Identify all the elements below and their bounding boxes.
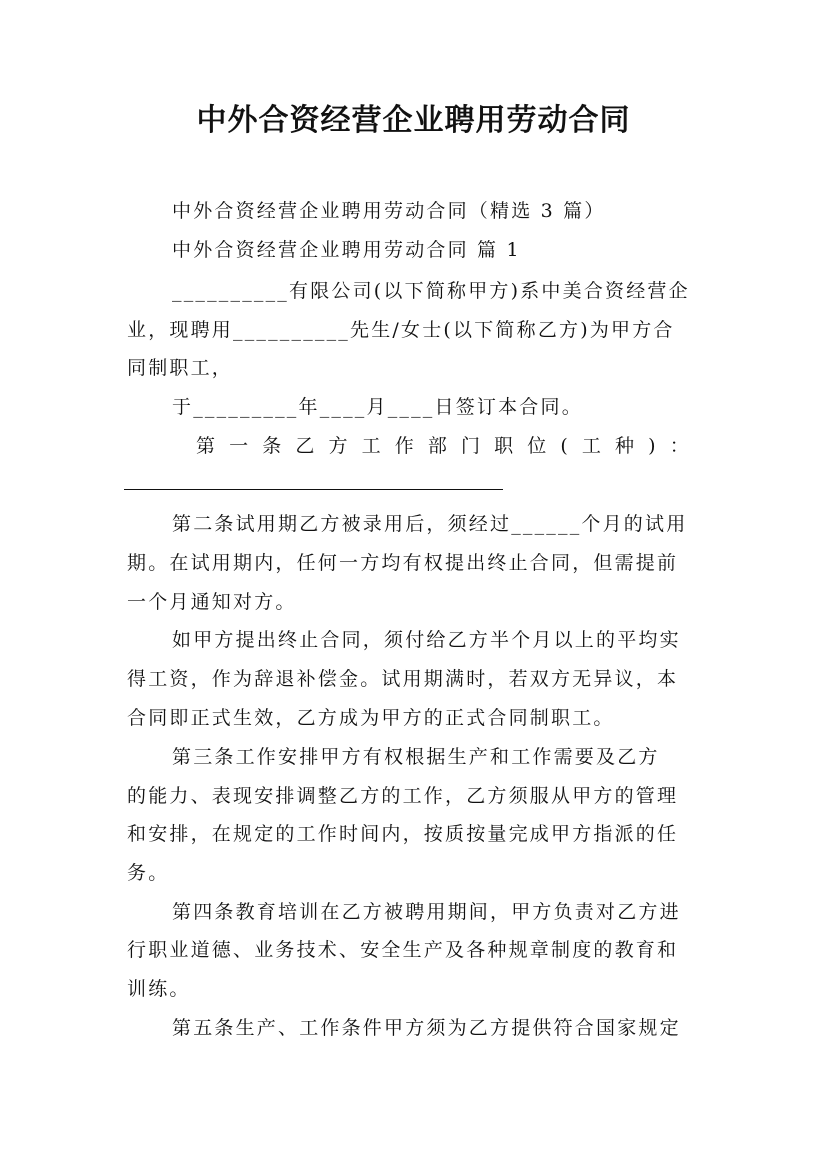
paragraph-line: 期。在试用期内，任何一方均有权提出终止合同，但需提前 bbox=[127, 552, 679, 574]
article-1-char: 一 bbox=[229, 435, 251, 457]
article-1-char: 职 bbox=[494, 435, 516, 457]
article-1-char: ( bbox=[560, 435, 570, 457]
article-1-char: 方 bbox=[328, 435, 350, 457]
document-title: 中外合资经营企业聘用劳动合同 bbox=[196, 103, 631, 138]
article-1-heading bbox=[196, 433, 691, 459]
article-1-char: 工 bbox=[361, 435, 383, 457]
article-1-char: ) bbox=[648, 435, 658, 457]
paragraph-line: 务。 bbox=[127, 862, 170, 884]
article-1-char: 部 bbox=[427, 435, 450, 457]
paragraph-line: 一个月通知对方。 bbox=[127, 591, 297, 613]
article-1-char: 位 bbox=[527, 435, 549, 457]
paragraph-line: 中外合资经营企业聘用劳动合同 篇 1 bbox=[172, 239, 521, 261]
paragraph-line: 得工资，作为辞退补偿金。试用期满时，若双方无异议，本 bbox=[127, 668, 679, 690]
paragraph-line: 行职业道德、业务技术、安全生产及各种规章制度的教育和 bbox=[127, 939, 679, 961]
paragraph-line: 第二条试用期乙方被录用后，须经过______个月的试用 bbox=[172, 513, 688, 535]
article-1-char: 工 bbox=[581, 435, 604, 457]
article-1-char: 种 bbox=[615, 435, 637, 457]
paragraph-line: 第三条工作安排甲方有权根据生产和工作需要及乙方 bbox=[172, 746, 660, 768]
paragraph-line: 和安排，在规定的工作时间内，按质按量完成甲方指派的任 bbox=[127, 823, 679, 845]
article-1-char: 乙 bbox=[295, 435, 317, 457]
article-1-char: ： bbox=[669, 435, 691, 457]
article-1-char: 条 bbox=[262, 435, 284, 457]
article-1-char: 作 bbox=[394, 435, 416, 457]
paragraph-line: 的能力、表现安排调整乙方的工作，乙方须服从甲方的管理 bbox=[127, 785, 679, 807]
paragraph-line: 业，现聘用__________先生/女士(以下简称乙方)为甲方合 bbox=[127, 319, 675, 341]
paragraph-line: 合同即正式生效，乙方成为甲方的正式合同制职工。 bbox=[127, 707, 615, 729]
paragraph-line: 训练。 bbox=[127, 978, 191, 1000]
paragraph-line: 第五条生产、工作条件甲方须为乙方提供符合国家规定 bbox=[172, 1017, 681, 1039]
article-1-char: 门 bbox=[461, 435, 483, 457]
paragraph-line: 如甲方提出终止合同，须付给乙方半个月以上的平均实 bbox=[172, 629, 681, 651]
paragraph-line: __________有限公司(以下简称甲方)系中美合资经营企 bbox=[172, 280, 690, 302]
paragraph-line: 中外合资经营企业聘用劳动合同（精选 3 篇） bbox=[172, 200, 606, 222]
fill-in-line bbox=[124, 489, 503, 490]
paragraph-line: 第四条教育培训在乙方被聘用期间，甲方负责对乙方进 bbox=[172, 901, 681, 923]
paragraph-line: 同制职工， bbox=[127, 357, 234, 379]
article-1-char: 第 bbox=[196, 435, 218, 457]
paragraph-line: 于_________年____月____日签订本合同。 bbox=[172, 396, 583, 418]
